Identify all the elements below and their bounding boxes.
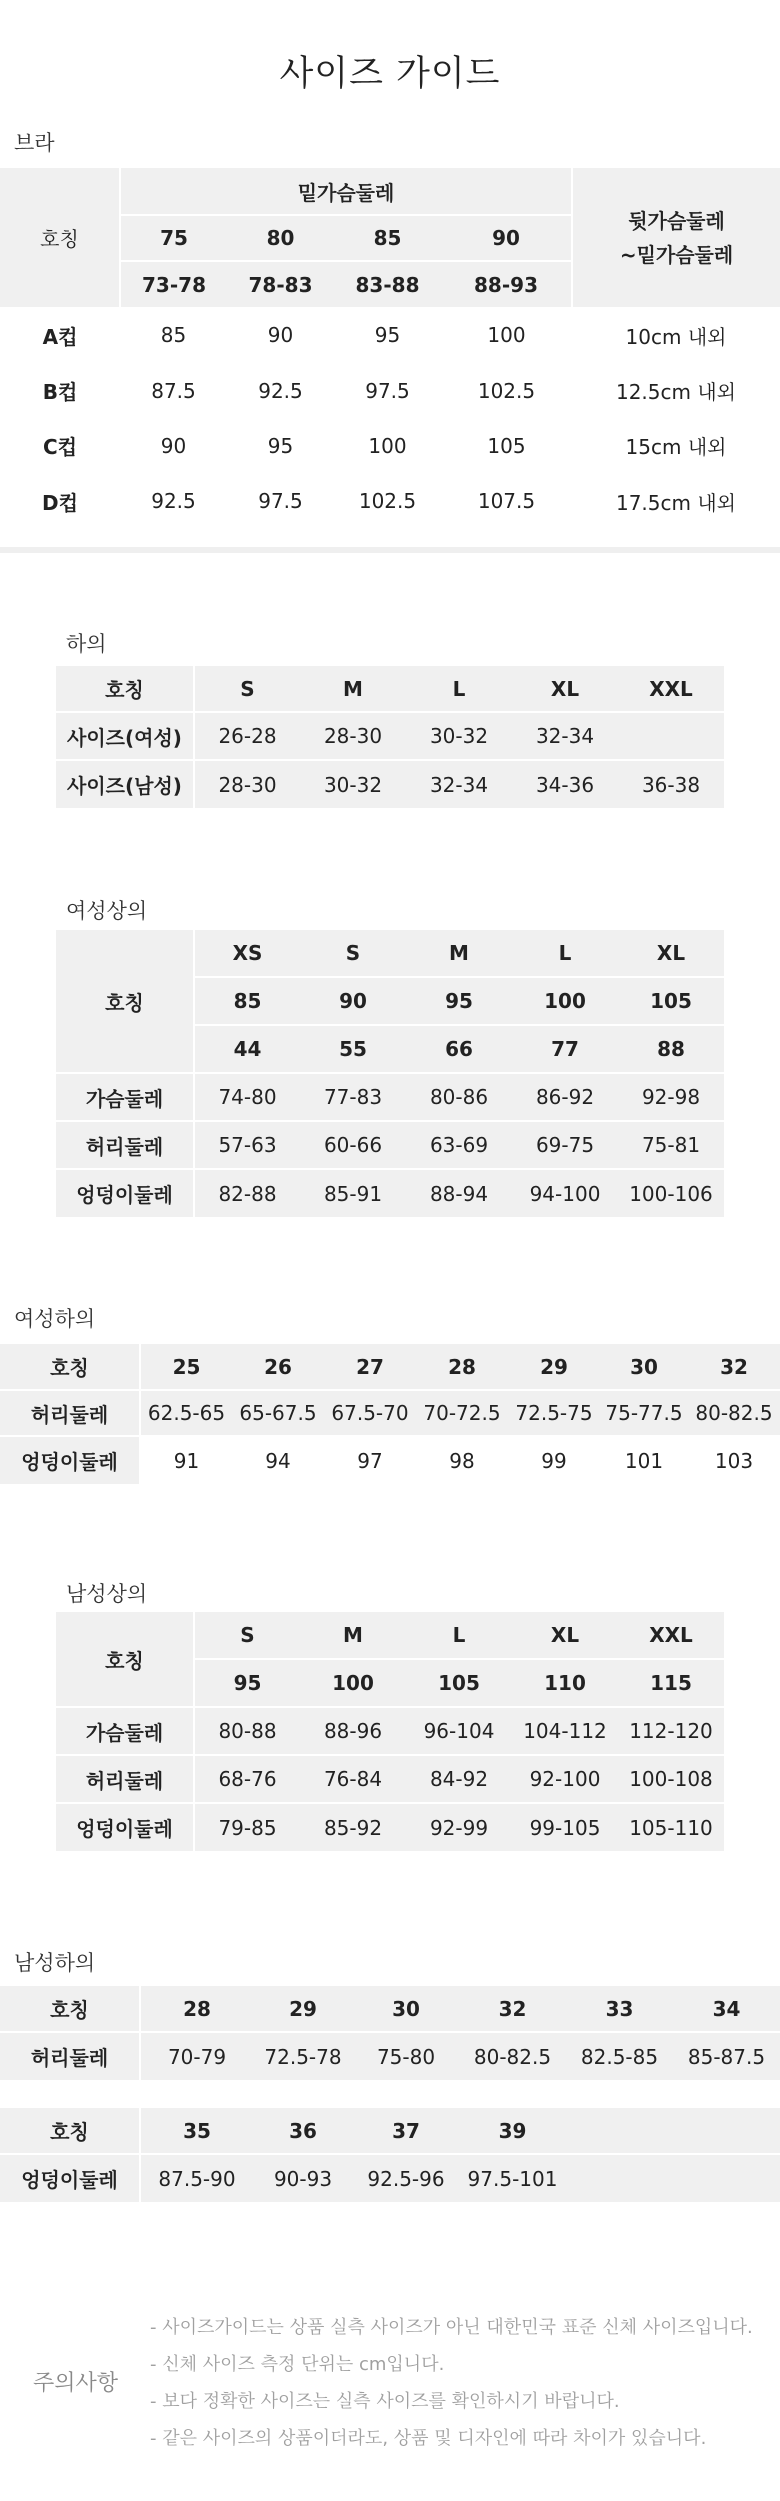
bra-cup-label: A컵 — [42, 324, 78, 349]
notice-line: - 신체 사이즈 측정 단위는 cm입니다. — [150, 2354, 445, 2375]
bra-range: 73-78 — [120, 261, 227, 307]
table-header-cell: XXL — [649, 676, 693, 701]
table-cell: 70-79 — [140, 2032, 253, 2080]
bra-cup-label: B컵 — [42, 380, 78, 404]
table-header-cell: 32 — [498, 1996, 527, 2021]
table-header-cell: 27 — [356, 1354, 384, 1379]
table-cell: 94 — [232, 1436, 324, 1484]
men-tops-name-header: 호칭 — [56, 1612, 194, 1707]
bottoms-section-label: 하의 — [66, 632, 107, 656]
bra-range: 78-83 — [227, 261, 334, 307]
size-kr: 88 — [618, 1025, 724, 1073]
table-header-cell: 28 — [140, 1986, 253, 2032]
size-letter: L — [512, 930, 618, 977]
row-label: 허리둘레 — [0, 2032, 140, 2080]
row-label: 허리둘레 — [0, 1390, 140, 1436]
table-header-cell: 35 — [140, 2108, 253, 2154]
table-cell: 99 — [508, 1436, 600, 1484]
size-letter: XL — [512, 1612, 618, 1659]
notice-line: - 같은 사이즈의 상품이더라도, 상품 및 디자인에 따라 차이가 있습니다. — [150, 2428, 707, 2449]
row-label: 사이즈(남성) — [56, 760, 194, 808]
size-number: 100 — [300, 1659, 406, 1707]
table-row — [0, 363, 780, 418]
row-label: 엉덩이둘레 — [56, 1169, 194, 1217]
table-row — [56, 1073, 724, 1121]
women-tops-size-table — [56, 930, 724, 1217]
table-cell: 80-82.5 — [459, 2032, 566, 2080]
table-cell: 107.5 — [477, 489, 536, 513]
table-cell: 60-66 — [300, 1121, 406, 1169]
table-header-cell: 호칭 — [50, 1998, 89, 2022]
size-number: 90 — [300, 977, 406, 1025]
table-header-cell: 33 — [605, 1996, 634, 2021]
table-header-row — [56, 666, 724, 712]
table-cell: 28-30 — [300, 712, 406, 760]
size-letter: XL — [618, 930, 724, 977]
table-cell: 87.5-90 — [140, 2154, 253, 2202]
table-cell: 88-96 — [300, 1707, 406, 1755]
table-cell: 104-112 — [512, 1707, 618, 1755]
table-cell: 92.5-96 — [353, 2154, 459, 2202]
bra-range: 88-93 — [441, 261, 572, 307]
size-kr: 66 — [406, 1025, 512, 1073]
table-cell: 85-91 — [300, 1169, 406, 1217]
row-label: 허리둘레 — [56, 1755, 194, 1803]
size-letter: M — [300, 1612, 406, 1659]
table-cell: 62.5-65 — [140, 1390, 232, 1436]
table-cell: 75-81 — [618, 1121, 724, 1169]
table-row — [0, 473, 780, 529]
table-header-cell — [566, 2108, 673, 2154]
table-cell: 103 — [688, 1436, 780, 1484]
bra-band: 85 — [334, 215, 441, 261]
bra-under-bust-header: 밑가슴둘레 — [120, 168, 572, 215]
row-label: 엉덩이둘레 — [0, 1436, 140, 1484]
size-number: 95 — [406, 977, 512, 1025]
table-cell: 17.5cm 내외 — [615, 490, 736, 515]
table-cell: 69-75 — [512, 1121, 618, 1169]
table-row — [56, 1803, 724, 1851]
table-row — [56, 1755, 724, 1803]
table-cell: 92-100 — [512, 1755, 618, 1803]
table-cell: 85 — [160, 323, 187, 347]
bra-cup-label: D컵 — [42, 490, 78, 515]
table-cell: 82.5-85 — [566, 2032, 673, 2080]
women-bottoms-size-table — [0, 1344, 780, 1484]
table-header-row — [0, 1986, 780, 2032]
bra-diff-header-line2: ~밑가슴둘레 — [619, 242, 734, 267]
table-cell: 70-72.5 — [416, 1390, 508, 1436]
table-header-cell: M — [343, 676, 363, 701]
table-header-cell: 37 — [392, 2118, 420, 2143]
table-cell: 74-80 — [194, 1073, 300, 1121]
women-bottoms-section-label: 여성하의 — [14, 1307, 96, 1331]
table-cell: 80-88 — [194, 1707, 300, 1755]
table-header-row — [0, 1344, 780, 1390]
table-row — [0, 2154, 780, 2202]
table-cell: 80-82.5 — [688, 1390, 780, 1436]
table-header-cell: 34 — [712, 1996, 741, 2021]
table-cell: 76-84 — [300, 1755, 406, 1803]
table-cell: 75-77.5 — [600, 1390, 688, 1436]
table-cell: 65-67.5 — [232, 1390, 324, 1436]
table-header-cell: 39 — [498, 2118, 527, 2143]
bra-band: 90 — [441, 215, 572, 261]
notice-line: - 보다 정확한 사이즈는 실측 사이즈를 확인하시기 바랍니다. — [150, 2391, 620, 2412]
table-cell: 102.5 — [477, 378, 536, 403]
page-title: 사이즈 가이드 — [279, 54, 501, 94]
size-number: 105 — [618, 977, 724, 1025]
size-number: 85 — [194, 977, 300, 1025]
size-number: 115 — [618, 1659, 724, 1707]
size-letter: M — [406, 930, 512, 977]
table-cell: 34-36 — [512, 760, 618, 808]
table-cell: 36-38 — [618, 760, 724, 808]
table-cell: 84-92 — [406, 1755, 512, 1803]
table-cell: 100 — [487, 323, 526, 347]
table-row — [0, 307, 780, 363]
table-cell: 91 — [140, 1436, 232, 1484]
row-label: 가슴둘레 — [56, 1707, 194, 1755]
table-cell: 90 — [267, 323, 294, 347]
men-tops-section-label: 남성상의 — [66, 1582, 148, 1606]
table-cell: 98 — [416, 1436, 508, 1484]
table-cell: 15cm 내외 — [625, 435, 727, 459]
table-cell: 96-104 — [406, 1707, 512, 1755]
table-cell: 32-34 — [406, 760, 512, 808]
size-letter: L — [406, 1612, 512, 1659]
table-header-cell: 28 — [448, 1354, 476, 1379]
table-cell: 72.5-78 — [253, 2032, 353, 2080]
row-label: 허리둘레 — [56, 1121, 194, 1169]
table-cell: 32-34 — [512, 712, 618, 760]
table-cell: 30-32 — [406, 712, 512, 760]
table-header-cell: 29 — [289, 1996, 317, 2021]
row-label: 가슴둘레 — [56, 1073, 194, 1121]
bra-band: 75 — [120, 215, 227, 261]
notice-title: 주의사항 — [33, 2371, 119, 2396]
table-cell: 68-76 — [194, 1755, 300, 1803]
table-header-cell — [673, 2108, 780, 2154]
table-cell: 100 — [368, 433, 407, 458]
table-cell — [673, 2154, 780, 2202]
table-cell: 99-105 — [512, 1803, 618, 1851]
table-cell: 72.5-75 — [508, 1390, 600, 1436]
table-cell: 92-98 — [618, 1073, 724, 1121]
table-cell: 82-88 — [194, 1169, 300, 1217]
size-number: 105 — [406, 1659, 512, 1707]
table-cell: 92.5 — [151, 489, 196, 513]
table-cell: 101 — [600, 1436, 688, 1484]
table-header-cell: 30 — [392, 1996, 420, 2021]
table-cell: 30-32 — [300, 760, 406, 808]
men-tops-size-table — [56, 1612, 724, 1851]
table-cell: 92.5 — [258, 378, 303, 403]
table-header-cell: S — [194, 666, 300, 712]
women-tops-name-header: 호칭 — [56, 930, 194, 1073]
table-cell — [618, 712, 724, 760]
table-row — [0, 1436, 780, 1484]
table-cell: 75-80 — [353, 2032, 459, 2080]
table-cell: 79-85 — [194, 1803, 300, 1851]
table-cell: 12.5cm 내외 — [615, 380, 736, 404]
bra-section-label: 브라 — [14, 131, 55, 155]
table-cell: 63-69 — [406, 1121, 512, 1169]
table-cell: 100-106 — [618, 1169, 724, 1217]
table-cell: 94-100 — [512, 1169, 618, 1217]
table-cell: 85-87.5 — [673, 2032, 780, 2080]
table-cell: 105 — [487, 433, 526, 458]
table-header-cell: 호칭 — [105, 678, 144, 702]
table-header-cell: 호칭 — [50, 1356, 89, 1380]
table-cell: 87.5 — [151, 378, 196, 403]
table-cell: 105-110 — [618, 1803, 724, 1851]
women-tops-section-label: 여성상의 — [66, 899, 148, 923]
bottoms-size-table — [56, 666, 724, 808]
table-cell: 80-86 — [406, 1073, 512, 1121]
size-number: 110 — [512, 1659, 618, 1707]
table-header-cell: XL — [550, 676, 580, 701]
bra-name-header: 호칭 — [0, 168, 120, 307]
table-header-row — [0, 2108, 780, 2154]
table-cell: 85-92 — [300, 1803, 406, 1851]
table-cell: 97.5 — [365, 378, 410, 403]
size-letter: XS — [194, 930, 300, 977]
table-header-cell: 호칭 — [50, 2120, 89, 2144]
table-cell: 57-63 — [194, 1121, 300, 1169]
table-cell: 95 — [374, 323, 401, 347]
bra-cup-label: C컵 — [43, 435, 77, 459]
table-row — [0, 1390, 780, 1436]
bra-diff-header-line1: 뒷가슴둘레 — [628, 208, 725, 233]
table-cell: 97 — [324, 1436, 416, 1484]
table-row — [56, 1169, 724, 1217]
table-cell: 97.5 — [258, 489, 303, 513]
table-cell: 90-93 — [253, 2154, 353, 2202]
table-cell: 100-108 — [618, 1755, 724, 1803]
table-row — [56, 712, 724, 760]
table-cell: 95 — [267, 433, 294, 458]
table-cell: 88-94 — [406, 1169, 512, 1217]
table-header-cell: 25 — [140, 1344, 232, 1390]
size-letter: S — [300, 930, 406, 977]
table-header-cell: L — [452, 676, 466, 701]
table-row — [0, 2032, 780, 2080]
bra-range: 83-88 — [334, 261, 441, 307]
table-row — [56, 1121, 724, 1169]
table-cell: 67.5-70 — [324, 1390, 416, 1436]
table-header-cell: 30 — [630, 1354, 658, 1379]
table-cell: 28-30 — [194, 760, 300, 808]
table-row — [56, 760, 724, 808]
table-cell: 77-83 — [300, 1073, 406, 1121]
table-cell: 86-92 — [512, 1073, 618, 1121]
row-label: 엉덩이둘레 — [0, 2154, 140, 2202]
table-cell: 10cm 내외 — [625, 324, 727, 349]
men-bottoms-hip-table — [0, 2108, 780, 2202]
size-number: 95 — [194, 1659, 300, 1707]
table-row — [56, 1707, 724, 1755]
table-cell: 112-120 — [618, 1707, 724, 1755]
table-cell: 26-28 — [194, 712, 300, 760]
table-cell: 102.5 — [358, 489, 417, 513]
table-header-cell: 32 — [720, 1354, 748, 1379]
size-letter: XXL — [618, 1612, 724, 1659]
table-header-cell: 36 — [289, 2118, 317, 2143]
table-cell: 92-99 — [406, 1803, 512, 1851]
row-label: 사이즈(여성) — [56, 712, 194, 760]
section-divider — [0, 547, 780, 553]
size-letter: S — [194, 1612, 300, 1659]
size-kr: 77 — [512, 1025, 618, 1073]
men-bottoms-waist-table — [0, 1986, 780, 2080]
table-header-cell: 26 — [264, 1354, 292, 1379]
table-cell: 97.5-101 — [459, 2154, 566, 2202]
size-number: 100 — [512, 977, 618, 1025]
table-cell — [566, 2154, 673, 2202]
bra-diff-header — [572, 168, 780, 307]
table-row — [0, 418, 780, 473]
size-kr: 44 — [194, 1025, 300, 1073]
row-label: 엉덩이둘레 — [56, 1803, 194, 1851]
notice-line: - 사이즈가이드는 상품 실측 사이즈가 아닌 대한민국 표준 신체 사이즈입니다. — [150, 2317, 753, 2338]
men-bottoms-section-label: 남성하의 — [14, 1951, 96, 1975]
size-kr: 55 — [300, 1025, 406, 1073]
table-header-cell: 29 — [540, 1354, 568, 1379]
bra-band: 80 — [227, 215, 334, 261]
table-cell: 90 — [160, 433, 187, 458]
bra-size-table — [0, 168, 780, 529]
